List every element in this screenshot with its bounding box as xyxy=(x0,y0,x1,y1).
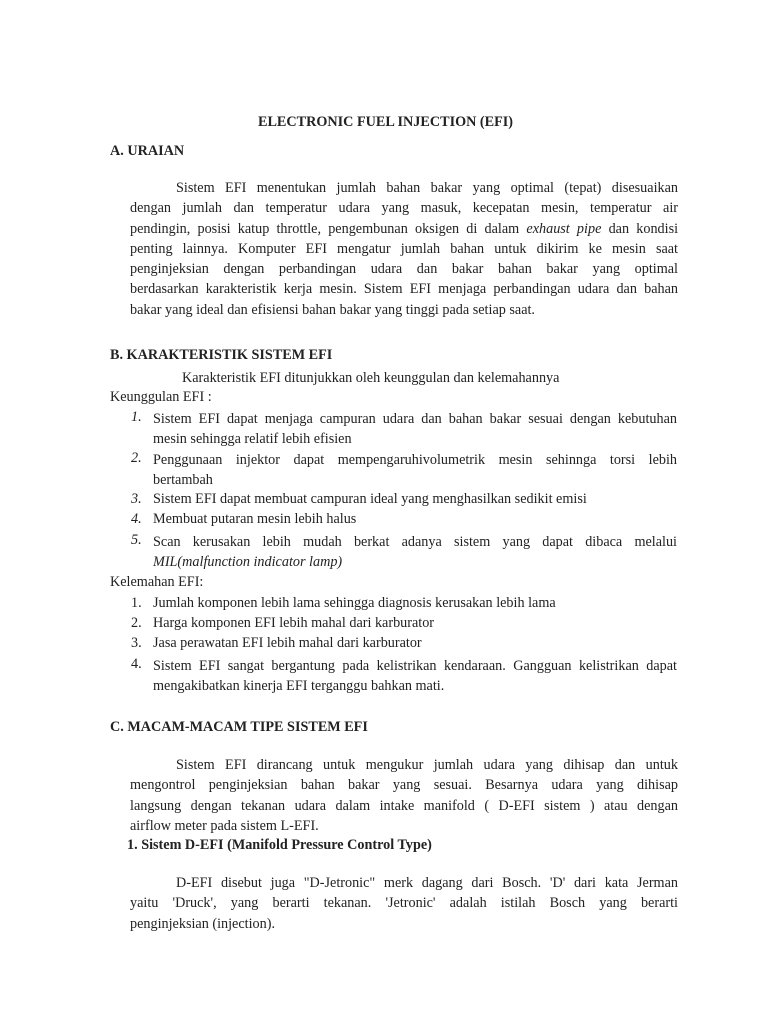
list-item: Sistem EFI dapat membuat campuran ideal yang menghasilkan sedikit emisi xyxy=(153,491,587,507)
para-line: Sistem EFI dirancang untuk mengukur jumlah udara yang dihisap dan untuk xyxy=(176,757,678,773)
para-line: penginjeksian dengan perbandingan udara dan bakar bahan bakar yang optimal xyxy=(130,261,678,278)
para-line: bakar yang ideal dan efisiensi bahan bakar yang tinggi pada setiap saat. xyxy=(130,301,535,318)
list-number: 3. xyxy=(131,491,142,507)
subsection-1-paragraph xyxy=(130,873,678,934)
para-line: Sistem EFI menentukan jumlah bahan bakar yang optimal (tepat) disesuaikan xyxy=(176,180,678,196)
list-number: 4. xyxy=(131,656,142,672)
subsection-1-heading: 1. Sistem D-EFI (Manifold Pressure Control Type) xyxy=(127,837,432,853)
list-number: 2. xyxy=(131,615,142,631)
para-line: berdasarkan karakteristik kerja mesin. Sistem EFI menjaga perbandingan udara dan bahan xyxy=(130,281,678,298)
para-line xyxy=(130,219,678,239)
list-line: bertambah xyxy=(153,472,213,489)
list-number: 1. xyxy=(131,409,142,425)
para-line: mengontrol penginjeksian bahan bakar yang sesuai. Besarnya udara yang dihisap xyxy=(130,777,678,794)
list-line: MIL(malfunction indicator lamp) xyxy=(153,554,343,571)
section-b-heading: B. KARAKTERISTIK SISTEM EFI xyxy=(110,347,333,363)
keunggulan-label: Keunggulan EFI : xyxy=(110,389,212,405)
italic-term: exhaust pipe xyxy=(526,220,602,237)
para-line: dengan jumlah dan temperatur udara yang masuk, kecepatan mesin, temperatur air xyxy=(130,200,678,217)
list-number: 3. xyxy=(131,635,142,651)
list-line: Penggunaan injektor dapat mempengaruhivolumetrik mesin sehinnga torsi lebih xyxy=(153,452,677,468)
document-title: ELECTRONIC FUEL INJECTION (EFI) xyxy=(258,114,514,130)
list-line: Scan kerusakan lebih mudah berkat adanya sistem yang dapat dibaca melalui xyxy=(153,534,677,550)
list-number: 4. xyxy=(131,511,142,527)
section-b-intro: Karakteristik EFI ditunjukkan oleh keunggulan dan kelemahannya xyxy=(182,370,560,386)
para-line: penting lainnya. Komputer EFI mengatur jumlah bahan untuk dikirim ke mesin saat xyxy=(130,240,678,257)
list-line: mesin sehingga relatif lebih efisien xyxy=(153,431,352,448)
section-a-heading: A. URAIAN xyxy=(110,143,185,159)
section-c-heading: C. MACAM-MACAM TIPE SISTEM EFI xyxy=(110,719,368,735)
list-number: 2. xyxy=(131,450,142,466)
list-line: Sistem EFI dapat menjaga campuran udara dan bahan bakar sesuai dengan kebutuhan xyxy=(153,411,677,427)
list-line: mengakibatkan kinerja EFI terganggu bahkan mati. xyxy=(153,678,445,695)
list-item: Jumlah komponen lebih lama sehingga diagnosis kerusakan lebih lama xyxy=(153,595,556,611)
list-item xyxy=(153,409,677,450)
list-item: Harga komponen EFI lebih mahal dari karburator xyxy=(153,615,435,631)
para-line: airflow meter pada sistem L-EFI. xyxy=(130,817,319,834)
kelemahan-label: Kelemahan EFI: xyxy=(110,574,204,590)
list-item xyxy=(153,656,677,697)
para-line: yaitu 'Druck', yang berarti tekanan. 'Jetronic' adalah istilah Bosch yang berarti xyxy=(130,895,678,912)
para-line: penginjeksian (injection). xyxy=(130,915,275,932)
list-item xyxy=(153,450,677,491)
list-line: Sistem EFI sangat bergantung pada kelistrikan kendaraan. Gangguan kelistrikan dapat xyxy=(153,658,677,674)
para-segment: dan kondisi xyxy=(608,220,679,237)
section-c-paragraph xyxy=(130,755,678,836)
para-segment: pendingin, posisi katup throttle, pengembunan oksigen di dalam xyxy=(130,220,520,237)
list-number: 5. xyxy=(131,532,142,548)
list-number: 1. xyxy=(131,595,142,611)
para-line: langsung dengan tekanan udara dalam intake manifold ( D-EFI sistem ) atau dengan xyxy=(130,797,678,814)
list-item: Membuat putaran mesin lebih halus xyxy=(153,511,357,527)
list-item xyxy=(153,532,677,573)
section-a-paragraph xyxy=(130,178,678,320)
para-line: D-EFI disebut juga "D-Jetronic" merk dagang dari Bosch. 'D' dari kata Jerman xyxy=(176,875,678,891)
list-item: Jasa perawatan EFI lebih mahal dari karburator xyxy=(153,635,422,651)
